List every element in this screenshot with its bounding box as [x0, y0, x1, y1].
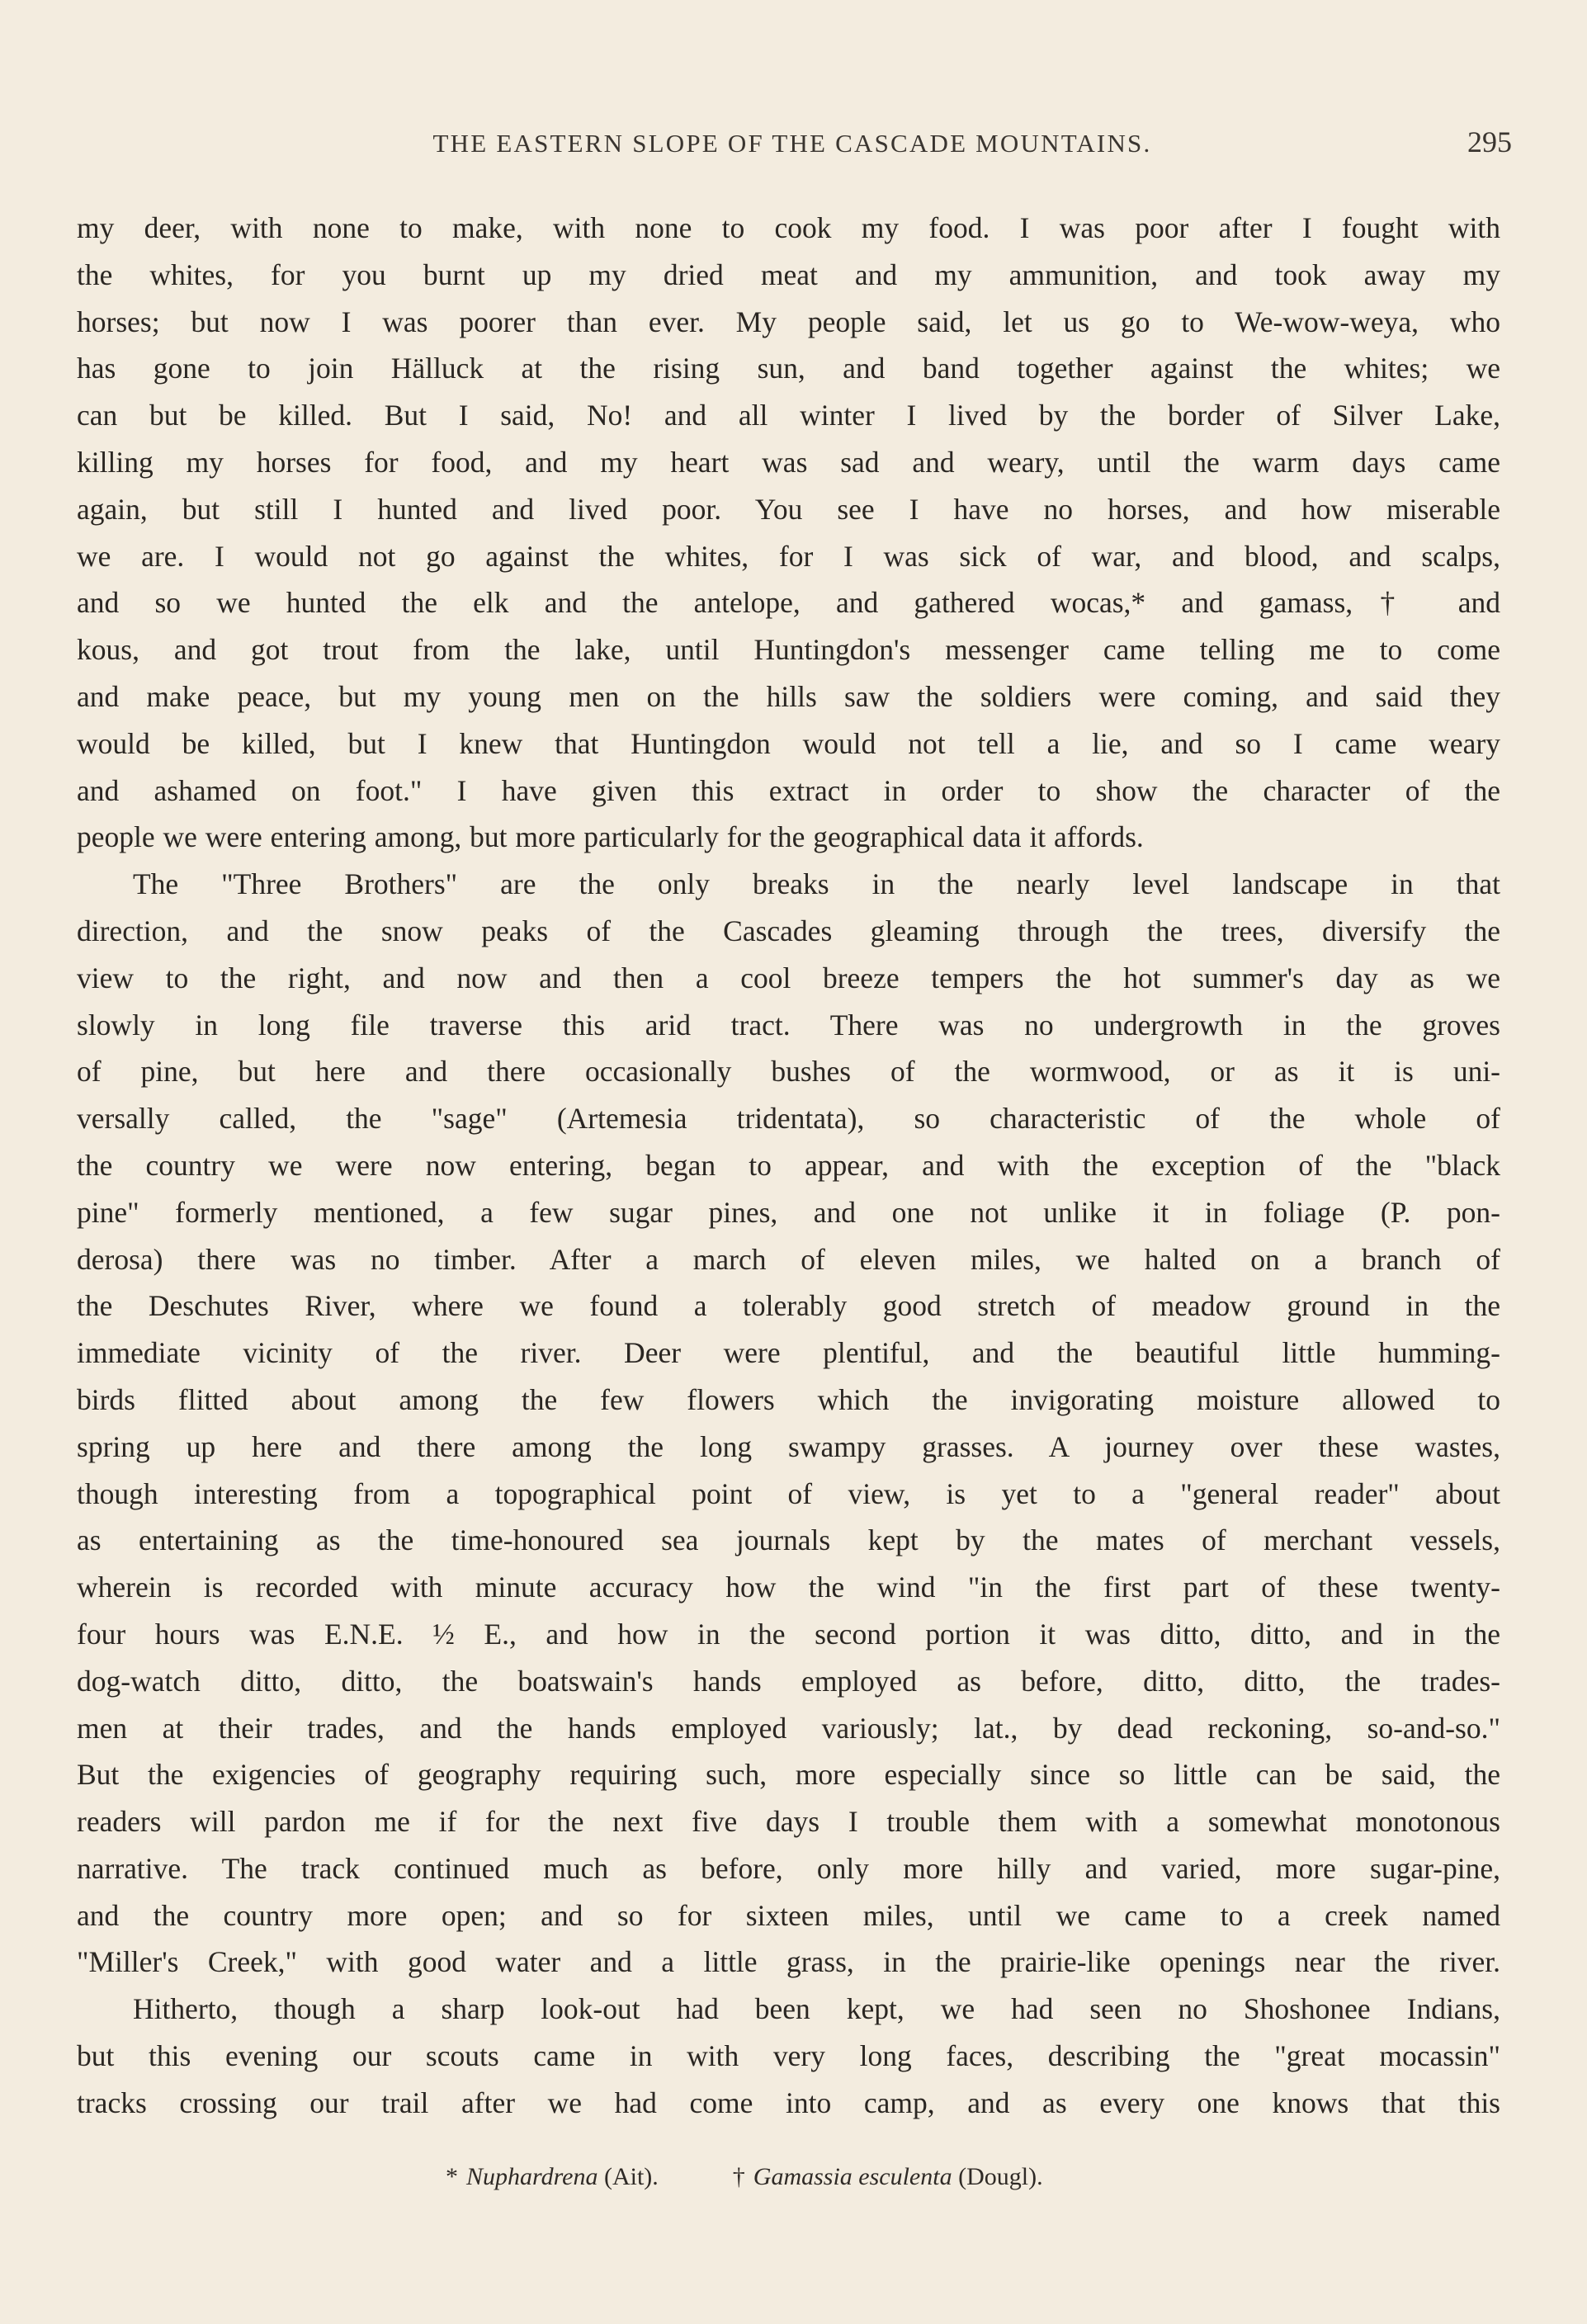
text-line: narrative. The track continued much as before, only more hilly and varied, more sugar-pine, — [77, 1851, 1500, 1885]
text-line: Hitherto, though a sharp look-out had been kept, we had seen no Shoshonee Indians, — [133, 1992, 1500, 2026]
text-line: the country we were now entering, began to appear, and with the exception of the "black — [77, 1148, 1500, 1182]
text-line: of pine, but here and there occasionally bushes of the wormwood, or as it is uni- — [77, 1055, 1500, 1089]
footnote-authority: (Ait). — [597, 2163, 659, 2190]
text-line: pine" formerly mentioned, a few sugar pines, and one not unlike it in foliage (P. pon- — [77, 1195, 1500, 1229]
text-line: killing my horses for food, and my heart was sad and weary, until the warm days came — [77, 445, 1500, 479]
text-line: can but be killed. But I said, No! and all winter I lived by the border of Silver Lake, — [77, 399, 1500, 432]
text-line: we are. I would not go against the whites, for I was sick of war, and blood, and scalps, — [77, 539, 1500, 573]
text-line: kous, and got trout from the lake, until Huntingdon's messenger came telling me to come — [77, 633, 1500, 667]
text-line: would be killed, but I knew that Huntingdon would not tell a lie, and so I came weary — [77, 726, 1500, 760]
text-line: four hours was E.N.E. ½ E., and how in the second portion it was ditto, ditto, and in the — [77, 1617, 1500, 1651]
text-line: dog-watch ditto, ditto, the boatswain's hands employed as before, ditto, ditto, the trades- — [77, 1664, 1500, 1698]
text-line: readers will pardon me if for the next five days I trouble them with a somewhat monotonous — [77, 1805, 1500, 1839]
footnote-symbol: * — [446, 2163, 458, 2190]
running-head: THE EASTERN SLOPE OF THE CASCADE MOUNTAINS. — [432, 129, 1152, 158]
text-line: has gone to join Hälluck at the rising sun, and band together against the whites; we — [77, 352, 1500, 385]
footnote — [446, 2163, 659, 2191]
text-line: view to the right, and now and then a cool breeze tempers the hot summer's day as we — [77, 961, 1500, 994]
text-line: the Deschutes River, where we found a tolerably good stretch of meadow ground in the — [77, 1289, 1500, 1323]
body-text — [77, 205, 1500, 2127]
text-line: versally called, the "sage" (Artemesia tridentata), so characteristic of the whole of — [77, 1102, 1500, 1136]
text-line: but this evening our scouts came in with very long faces, describing the "great mocassin" — [77, 2039, 1500, 2073]
text-line: direction, and the snow peaks of the Cascades gleaming through the trees, diversify the — [77, 914, 1500, 947]
footnote — [733, 2163, 1043, 2191]
text-line: tracks crossing our trail after we had come into camp, and as every one knows that this — [77, 2085, 1500, 2119]
text-line: men at their trades, and the hands employed variously; lat., by dead reckoning, so-and-so." — [77, 1711, 1500, 1745]
text-line: people we were entering among, but more particularly for the geographical data it affords. — [77, 820, 1144, 854]
text-line: though interesting from a topographical point of view, is yet to a "general reader" about — [77, 1476, 1500, 1510]
footnotes — [446, 2163, 1188, 2191]
text-line: again, but still I hunted and lived poor. You see I have no horses, and how miserable — [77, 492, 1500, 526]
text-line: horses; but now I was poorer than ever. My people said, let us go to We-wow-weya, who — [77, 305, 1500, 338]
footnote-authority: (Dougl). — [952, 2163, 1043, 2190]
text-line: wherein is recorded with minute accuracy how the wind "in the first part of these twenty- — [77, 1571, 1500, 1604]
footnote-species-name: Gamassia esculenta — [753, 2163, 952, 2190]
text-line: derosa) there was no timber. After a march of eleven miles, we halted on a branch of — [77, 1242, 1500, 1276]
text-line: and make peace, but my young men on the hills saw the soldiers were coming, and said they — [77, 679, 1500, 713]
text-line: the whites, for you burnt up my dried meat and my ammunition, and took away my — [77, 257, 1500, 291]
text-line: slowly in long file traverse this arid tract. There was no undergrowth in the groves — [77, 1008, 1500, 1042]
text-line: "Miller's Creek," with good water and a little grass, in the prairie-like openings near the river. — [77, 1945, 1500, 1979]
text-line: The "Three Brothers" are the only breaks in the nearly level landscape in that — [133, 867, 1500, 901]
footnote-species-name: Nuphardrena — [466, 2163, 598, 2190]
text-line: spring up here and there among the long swampy grasses. A journey over these wastes, — [77, 1429, 1500, 1463]
text-line: my deer, with none to make, with none to cook my food. I was poor after I fought with — [77, 211, 1500, 244]
text-line: as entertaining as the time-honoured sea journals kept by the mates of merchant vessels, — [77, 1523, 1500, 1557]
text-line: birds flitted about among the few flowers which the invigorating moisture allowed to — [77, 1382, 1500, 1416]
text-line: and ashamed on foot." I have given this extract in order to show the character of the — [77, 773, 1500, 807]
footnote-symbol: † — [732, 2163, 745, 2190]
text-line: and the country more open; and so for sixteen miles, until we came to a creek named — [77, 1898, 1500, 1932]
text-line: immediate vicinity of the river. Deer were plentiful, and the beautiful little humming- — [77, 1336, 1500, 1370]
text-line: and so we hunted the elk and the antelope, and gathered wocas,* and gamass,† and — [77, 586, 1500, 620]
text-line: But the exigencies of geography requiring such, more especially since so little can be said, the — [77, 1758, 1500, 1792]
page-number: 295 — [1467, 125, 1512, 158]
